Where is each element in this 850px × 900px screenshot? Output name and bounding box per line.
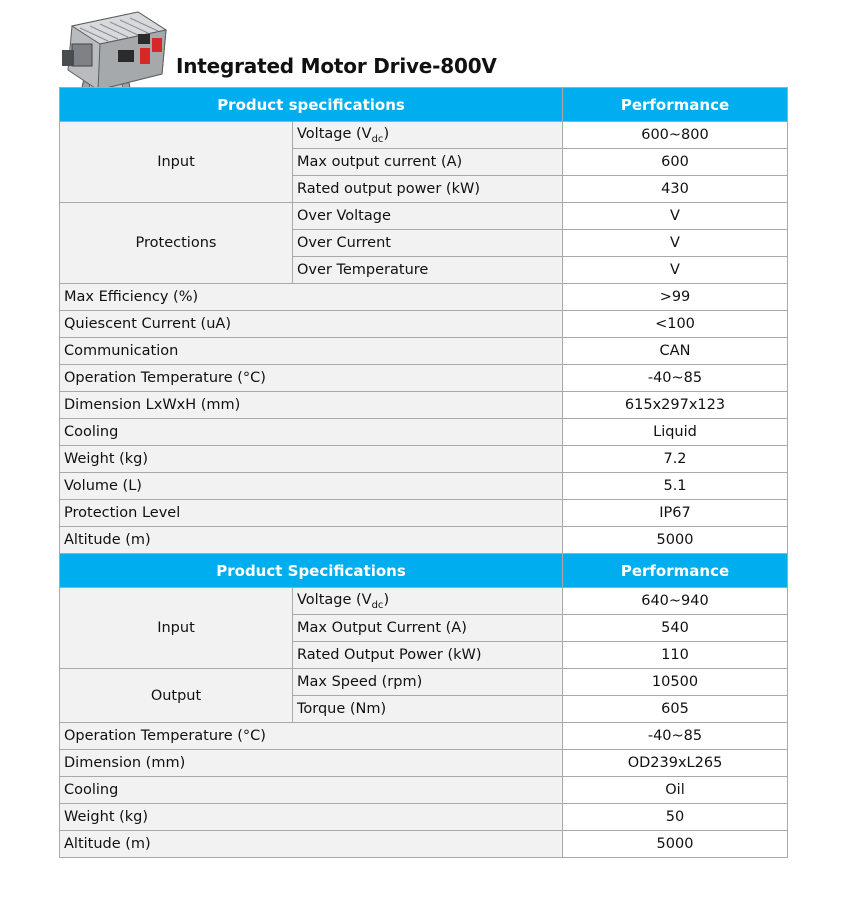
table-row bbox=[60, 500, 788, 527]
group-label-protections: Protections bbox=[60, 203, 293, 284]
row-value: V bbox=[563, 230, 788, 257]
row-label: Voltage $(V_{dc})$ bbox=[293, 588, 563, 615]
row-label: Weight (kg) bbox=[60, 804, 563, 831]
row-value: <100 bbox=[563, 311, 788, 338]
row-label: Rated output power (kW) bbox=[293, 176, 563, 203]
row-label: Protection Level bbox=[60, 500, 563, 527]
table-row bbox=[60, 338, 788, 365]
row-label: Max Speed (rpm) bbox=[293, 669, 563, 696]
row-label: Dimension (mm) bbox=[60, 750, 563, 777]
row-value: V bbox=[563, 257, 788, 284]
table-row bbox=[60, 311, 788, 338]
table2-spec-header: Product Specifications bbox=[60, 554, 563, 588]
row-label: Communication bbox=[60, 338, 563, 365]
table-row bbox=[60, 473, 788, 500]
table-row bbox=[60, 750, 788, 777]
table1-header-row bbox=[60, 88, 788, 122]
row-value: CAN bbox=[563, 338, 788, 365]
row-label: Torque (Nm) bbox=[293, 696, 563, 723]
table1-spec-header: Product specifications bbox=[60, 88, 563, 122]
row-value: 5.1 bbox=[563, 473, 788, 500]
row-label: Altitude (m) bbox=[60, 831, 563, 858]
table1-perf-header: Performance bbox=[563, 88, 788, 122]
row-label: Over Voltage bbox=[293, 203, 563, 230]
row-value: -40~85 bbox=[563, 723, 788, 750]
group-label-input: Input bbox=[60, 122, 293, 203]
table-row bbox=[60, 723, 788, 750]
row-value: 7.2 bbox=[563, 446, 788, 473]
row-label: Dimension LxWxH (mm) bbox=[60, 392, 563, 419]
spec-table bbox=[59, 87, 788, 858]
row-value: 430 bbox=[563, 176, 788, 203]
row-value: 5000 bbox=[563, 831, 788, 858]
row-value: Liquid bbox=[563, 419, 788, 446]
table2-perf-header: Performance bbox=[563, 554, 788, 588]
row-value: 615x297x123 bbox=[563, 392, 788, 419]
row-label: Quiescent Current (uA) bbox=[60, 311, 563, 338]
table-row bbox=[60, 365, 788, 392]
row-value: 600 bbox=[563, 149, 788, 176]
row-label: Weight (kg) bbox=[60, 446, 563, 473]
row-label: Max output current (A) bbox=[293, 149, 563, 176]
row-label: Operation Temperature (°C) bbox=[60, 723, 563, 750]
row-value: >99 bbox=[563, 284, 788, 311]
row-value: 640~940 bbox=[563, 588, 788, 615]
row-label: Altitude (m) bbox=[60, 527, 563, 554]
table-row bbox=[60, 419, 788, 446]
row-label: Max Output Current (A) bbox=[293, 615, 563, 642]
row-value: 50 bbox=[563, 804, 788, 831]
group-label-input: Input bbox=[60, 588, 293, 669]
row-label: Operation Temperature (°C) bbox=[60, 365, 563, 392]
row-label: Over Current bbox=[293, 230, 563, 257]
table2-header-row bbox=[60, 554, 788, 588]
row-value: OD239xL265 bbox=[563, 750, 788, 777]
group-label-output: Output bbox=[60, 669, 293, 723]
row-label: Voltage $(V_{dc})$ bbox=[293, 122, 563, 149]
row-value: IP67 bbox=[563, 500, 788, 527]
row-value: 110 bbox=[563, 642, 788, 669]
table-row bbox=[60, 203, 788, 230]
table-row bbox=[60, 669, 788, 696]
row-label: Cooling bbox=[60, 419, 563, 446]
row-value: 605 bbox=[563, 696, 788, 723]
row-value: 5000 bbox=[563, 527, 788, 554]
table-row bbox=[60, 777, 788, 804]
table-row bbox=[60, 527, 788, 554]
table-row bbox=[60, 122, 788, 149]
table-row bbox=[60, 588, 788, 615]
row-label: Rated Output Power (kW) bbox=[293, 642, 563, 669]
row-label: Max Efficiency (%) bbox=[60, 284, 563, 311]
row-label: Cooling bbox=[60, 777, 563, 804]
table-row bbox=[60, 831, 788, 858]
row-value: V bbox=[563, 203, 788, 230]
table-row bbox=[60, 392, 788, 419]
table-row bbox=[60, 804, 788, 831]
row-value: Oil bbox=[563, 777, 788, 804]
table-row bbox=[60, 446, 788, 473]
table-row bbox=[60, 284, 788, 311]
row-value: -40~85 bbox=[563, 365, 788, 392]
row-value: 10500 bbox=[563, 669, 788, 696]
row-label: Over Temperature bbox=[293, 257, 563, 284]
page-title: Integrated Motor Drive-800V bbox=[176, 54, 497, 78]
row-label: Volume (L) bbox=[60, 473, 563, 500]
row-value: 540 bbox=[563, 615, 788, 642]
row-value: 600~800 bbox=[563, 122, 788, 149]
